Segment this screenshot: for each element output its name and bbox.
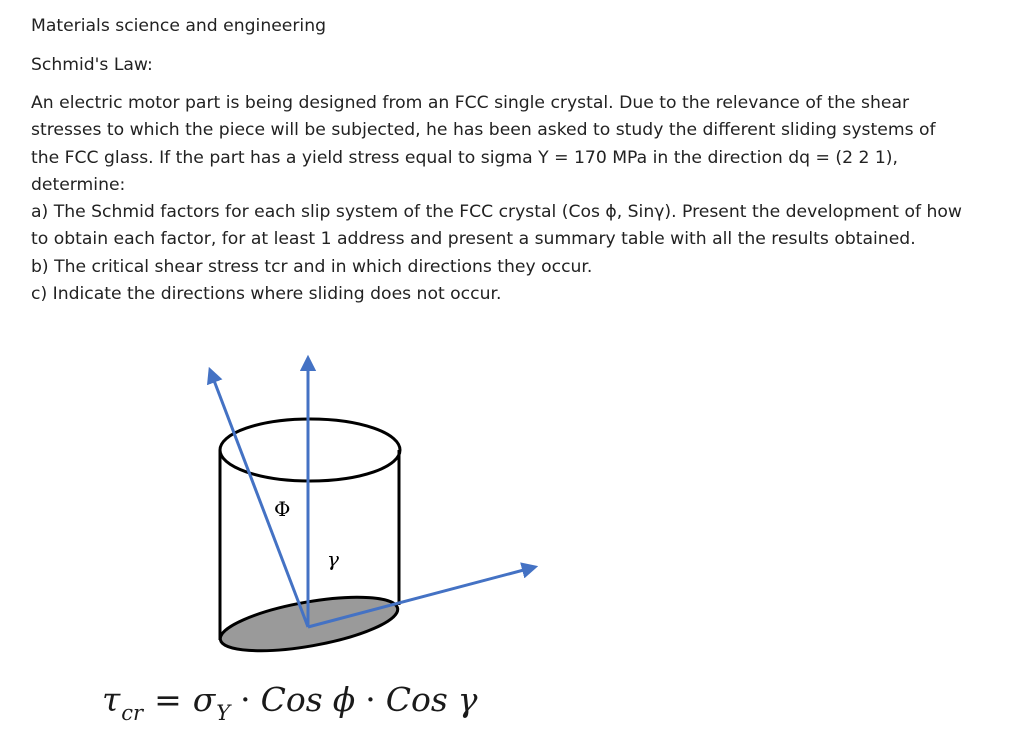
schmid-law-diagram [190, 345, 560, 665]
problem-line: stresses to which the piece will be subjected, he has been asked to study the different sliding systems of [31, 120, 936, 141]
phi-angle-label: Φ [274, 497, 291, 521]
problem-line: An electric motor part is being designed from an FCC single crystal. Due to the relevance of the shear [31, 93, 910, 113]
gamma-angle-label: γ [327, 547, 339, 571]
cylinder-top [220, 419, 400, 481]
tau-subscript: cr [121, 701, 144, 725]
schmid-formula [102, 678, 478, 726]
cos-gamma-function: Cos [385, 680, 448, 719]
subject-heading: Materials science and engineering [31, 16, 327, 36]
multiply-dot: · [240, 680, 251, 719]
multiply-dot: · [365, 680, 376, 719]
sigma-subscript: Y [216, 701, 231, 725]
cos-phi-function: Cos [260, 680, 323, 719]
tau-symbol: τ [102, 680, 121, 719]
problem-line: c) Indicate the directions where sliding does not occur. [31, 284, 502, 305]
problem-line: a) The Schmid factors for each slip system of the FCC crystal (Cos ϕ, Sinγ). Present the development of how [31, 202, 962, 223]
phi-symbol: ϕ [332, 680, 356, 719]
gamma-symbol: γ [457, 680, 478, 719]
equals-sign: = [154, 680, 182, 719]
sigma-symbol: σ [192, 680, 216, 719]
problem-line: to obtain each factor, for at least 1 address and present a summary table with all the results obtained. [31, 229, 916, 250]
problem-line: determine: [31, 174, 126, 195]
problem-line: the FCC glass. If the part has a yield stress equal to sigma Y = 170 MPa in the direction dq = (2 2 1), [31, 147, 898, 168]
problem-statement [31, 90, 962, 308]
problem-line: b) The critical shear stress tcr and in which directions they occur. [31, 256, 593, 277]
slip-plane-normal-arrow [210, 370, 308, 627]
law-heading: Schmid's Law: [31, 55, 153, 75]
